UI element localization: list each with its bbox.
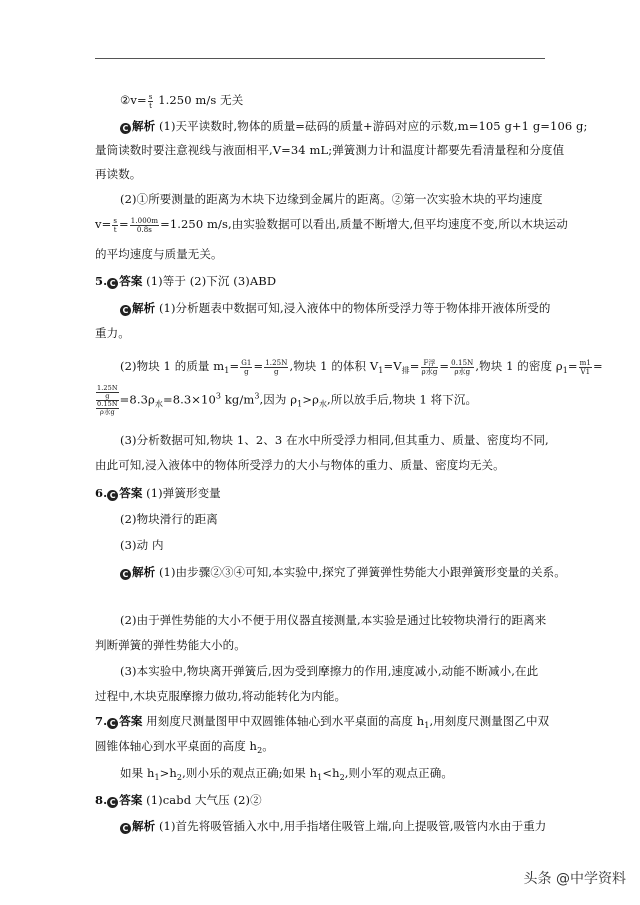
answer-tag: 答案	[119, 714, 143, 728]
answer-line-speed	[120, 92, 243, 110]
text-line: 再读数。	[95, 167, 142, 181]
speed-formula-line	[95, 216, 568, 234]
question-number: 5.	[95, 274, 108, 288]
text: (1)由步骤②③④可知,本实验中,探究了弹簧弹性势能大小跟弹簧形变量的关系。	[155, 565, 566, 579]
answer-tag: 答案	[119, 274, 143, 288]
text-line: (2)①所要测量的距离为木块下边缘到金属片的距离。②第一次实验木块的平均速度	[120, 192, 543, 206]
frac-den: t	[113, 225, 117, 234]
frac-num: 1.000m	[130, 216, 159, 225]
frac-num: s	[148, 92, 153, 101]
answer-mark-icon: C	[107, 278, 118, 289]
analysis-line	[120, 564, 566, 580]
text: (1)cabd 大气压 (2)②	[142, 793, 262, 807]
text: =	[409, 359, 420, 373]
analysis-line	[120, 300, 551, 316]
frac-num: 1.25N	[97, 384, 118, 392]
subscript: 1	[317, 773, 323, 782]
text: (1)弹簧形变量	[142, 486, 221, 500]
text: (1)首先将吸管插入水中,用手指堵住吸管上端,向上提吸管,吸管内水由于重力	[155, 819, 547, 833]
answer-5-line	[95, 273, 276, 289]
text: =	[439, 359, 450, 373]
frac-den: ρ水g	[421, 367, 438, 376]
text-line: 重力。	[95, 326, 130, 340]
text-line: 的平均速度与质量无关。	[95, 247, 223, 261]
frac-num: 0.15N	[451, 358, 474, 367]
frac-num: 0.15N	[97, 400, 118, 408]
frac-den: ρ水g	[454, 367, 471, 376]
text-line	[120, 765, 453, 786]
text: (1)天平读数时,物体的质量=砝码的质量+游码对应的示数,m=105 g+1 g=106 g;	[155, 119, 588, 133]
subscript: 1	[378, 366, 384, 375]
answer-mark-icon: C	[107, 490, 118, 501]
superscript: 3	[254, 391, 260, 401]
text: ②v=	[120, 93, 147, 107]
text: v=	[95, 217, 112, 231]
frac-num: F浮	[421, 359, 439, 368]
subscript: 1	[424, 721, 430, 730]
superscript: 3	[215, 391, 222, 401]
fraction	[579, 359, 592, 376]
question-number: 6.	[95, 486, 108, 500]
text-line: (3)动 内	[120, 538, 164, 552]
text: ,则小军的观点正确。	[344, 766, 453, 780]
compound-fraction	[96, 385, 119, 416]
subscript: 2	[339, 773, 345, 782]
text: =	[119, 217, 129, 231]
question-number: 8.	[95, 793, 108, 807]
text: 。	[262, 739, 274, 753]
answer-8-line	[95, 792, 262, 808]
fraction	[112, 217, 118, 234]
answer-mark-icon: C	[107, 718, 118, 729]
text: 1.250 m/s 无关	[154, 93, 244, 107]
subscript: 水	[318, 399, 328, 409]
analysis-mark-icon: C	[120, 305, 131, 316]
text: =	[253, 359, 264, 373]
text: =1.250 m/s,由实验数据可以看出,质量不断增大,但平均速度不变,所以木块运动	[160, 217, 568, 231]
text: =8.3×10	[162, 392, 216, 407]
text-line: 量筒读数时要注意视线与液面相平,V=34 mL;弹簧测力计和温度计都要先看清量程和分度值	[95, 143, 565, 157]
subscript: 1	[562, 366, 568, 375]
text: >h	[159, 766, 177, 780]
text: ,物块 1 的体积 V	[289, 359, 379, 373]
analysis-tag: 解析	[132, 565, 156, 579]
analysis-mark-icon: C	[120, 823, 131, 834]
text: 用刻度尺测量图甲中双圆锥体轴心到水平桌面的高度 h	[142, 714, 425, 728]
text: ,所以放手后,物块 1 将下沉。	[327, 392, 478, 407]
analysis-line	[120, 818, 546, 834]
frac-num: m1	[579, 358, 591, 367]
frac-den: V1	[580, 367, 591, 376]
frac-num: G1	[241, 358, 252, 367]
text: 圆锥体轴心到水平桌面的高度 h	[95, 739, 258, 753]
text-line: 过程中,木块克服摩擦力做功,将动能转化为内能。	[95, 689, 347, 703]
fraction	[450, 359, 474, 376]
text-line: 判断弹簧的弹性势能大小的。	[95, 638, 246, 652]
frac-num: 1.25N	[265, 358, 288, 367]
text: =	[229, 359, 240, 373]
subscript: 1	[154, 773, 160, 782]
watermark: 头条 @中学资料	[523, 871, 626, 887]
text: ,因为 ρ	[259, 392, 298, 407]
density-result-line	[95, 385, 477, 416]
frac-den: g	[274, 367, 279, 376]
subscript: 1	[224, 366, 230, 375]
subscript: 2	[176, 773, 183, 782]
answer-7-line	[95, 713, 549, 734]
frac-num: s	[113, 216, 118, 225]
analysis-mark-icon: C	[120, 123, 131, 134]
text: (1)等于 (2)下沉 (3)ABD	[142, 274, 277, 288]
text: ,用刻度尺测量图乙中双	[429, 714, 550, 728]
header-rule	[95, 58, 545, 59]
text-line	[95, 738, 274, 759]
text: >ρ	[302, 392, 319, 407]
subscript: 水	[154, 399, 163, 409]
text: ,物块 1 的密度 ρ	[475, 359, 563, 373]
question-number: 7.	[95, 714, 108, 728]
text: ,则小乐的观点正确;如果 h	[182, 766, 318, 780]
fraction	[148, 93, 154, 110]
text: kg/m	[221, 392, 255, 407]
analysis-mark-icon: C	[120, 569, 131, 580]
answer-6-line	[95, 485, 221, 501]
text: (1)分析题表中数据可知,浸入液体中的物体所受浮力等于物体排开液体所受的	[155, 301, 551, 315]
text-line: (2)物块滑行的距离	[120, 512, 218, 526]
answer-tag: 答案	[119, 486, 143, 500]
frac-den: ρ水g	[99, 408, 115, 416]
text: =	[592, 359, 603, 373]
fraction	[240, 359, 252, 376]
answer-mark-icon: C	[107, 797, 118, 808]
subscript: 2	[257, 746, 263, 755]
analysis-tag: 解析	[132, 119, 156, 133]
fraction	[421, 359, 439, 376]
answer-tag: 答案	[119, 793, 143, 807]
subscript: 排	[401, 366, 410, 375]
text: 如果 h	[120, 766, 155, 780]
text: (2)物块 1 的质量 m	[120, 359, 225, 373]
frac-den: g	[244, 367, 249, 376]
analysis-tag: 解析	[132, 819, 156, 833]
fraction	[130, 217, 159, 234]
frac-den: t	[149, 101, 153, 110]
text: =V	[383, 359, 402, 373]
text-line: (3)分析数据可知,物块 1、2、3 在水中所受浮力相同,但其重力、质量、密度均不同,	[120, 433, 549, 447]
density-formula-line	[120, 358, 603, 379]
analysis-line	[120, 118, 587, 134]
text: <h	[322, 766, 340, 780]
text: =	[567, 359, 578, 373]
frac-den: 0.8s	[136, 225, 152, 234]
text-line: (3)本实验中,物块离开弹簧后,因为受到摩擦力的作用,速度减小,动能不断减小,在此	[120, 664, 539, 678]
frac-den: g	[96, 393, 119, 401]
text-line: (2)由于弹性势能的大小不便于用仪器直接测量,本实验是通过比较物块滑行的距离来	[120, 613, 547, 627]
text-line: 由此可知,浸入液体中的物体所受浮力的大小与物体的重力、质量、密度均无关。	[95, 458, 505, 472]
subscript: 1	[297, 399, 303, 409]
text: =8.3ρ	[119, 392, 155, 407]
fraction	[264, 359, 288, 376]
analysis-tag: 解析	[132, 301, 156, 315]
